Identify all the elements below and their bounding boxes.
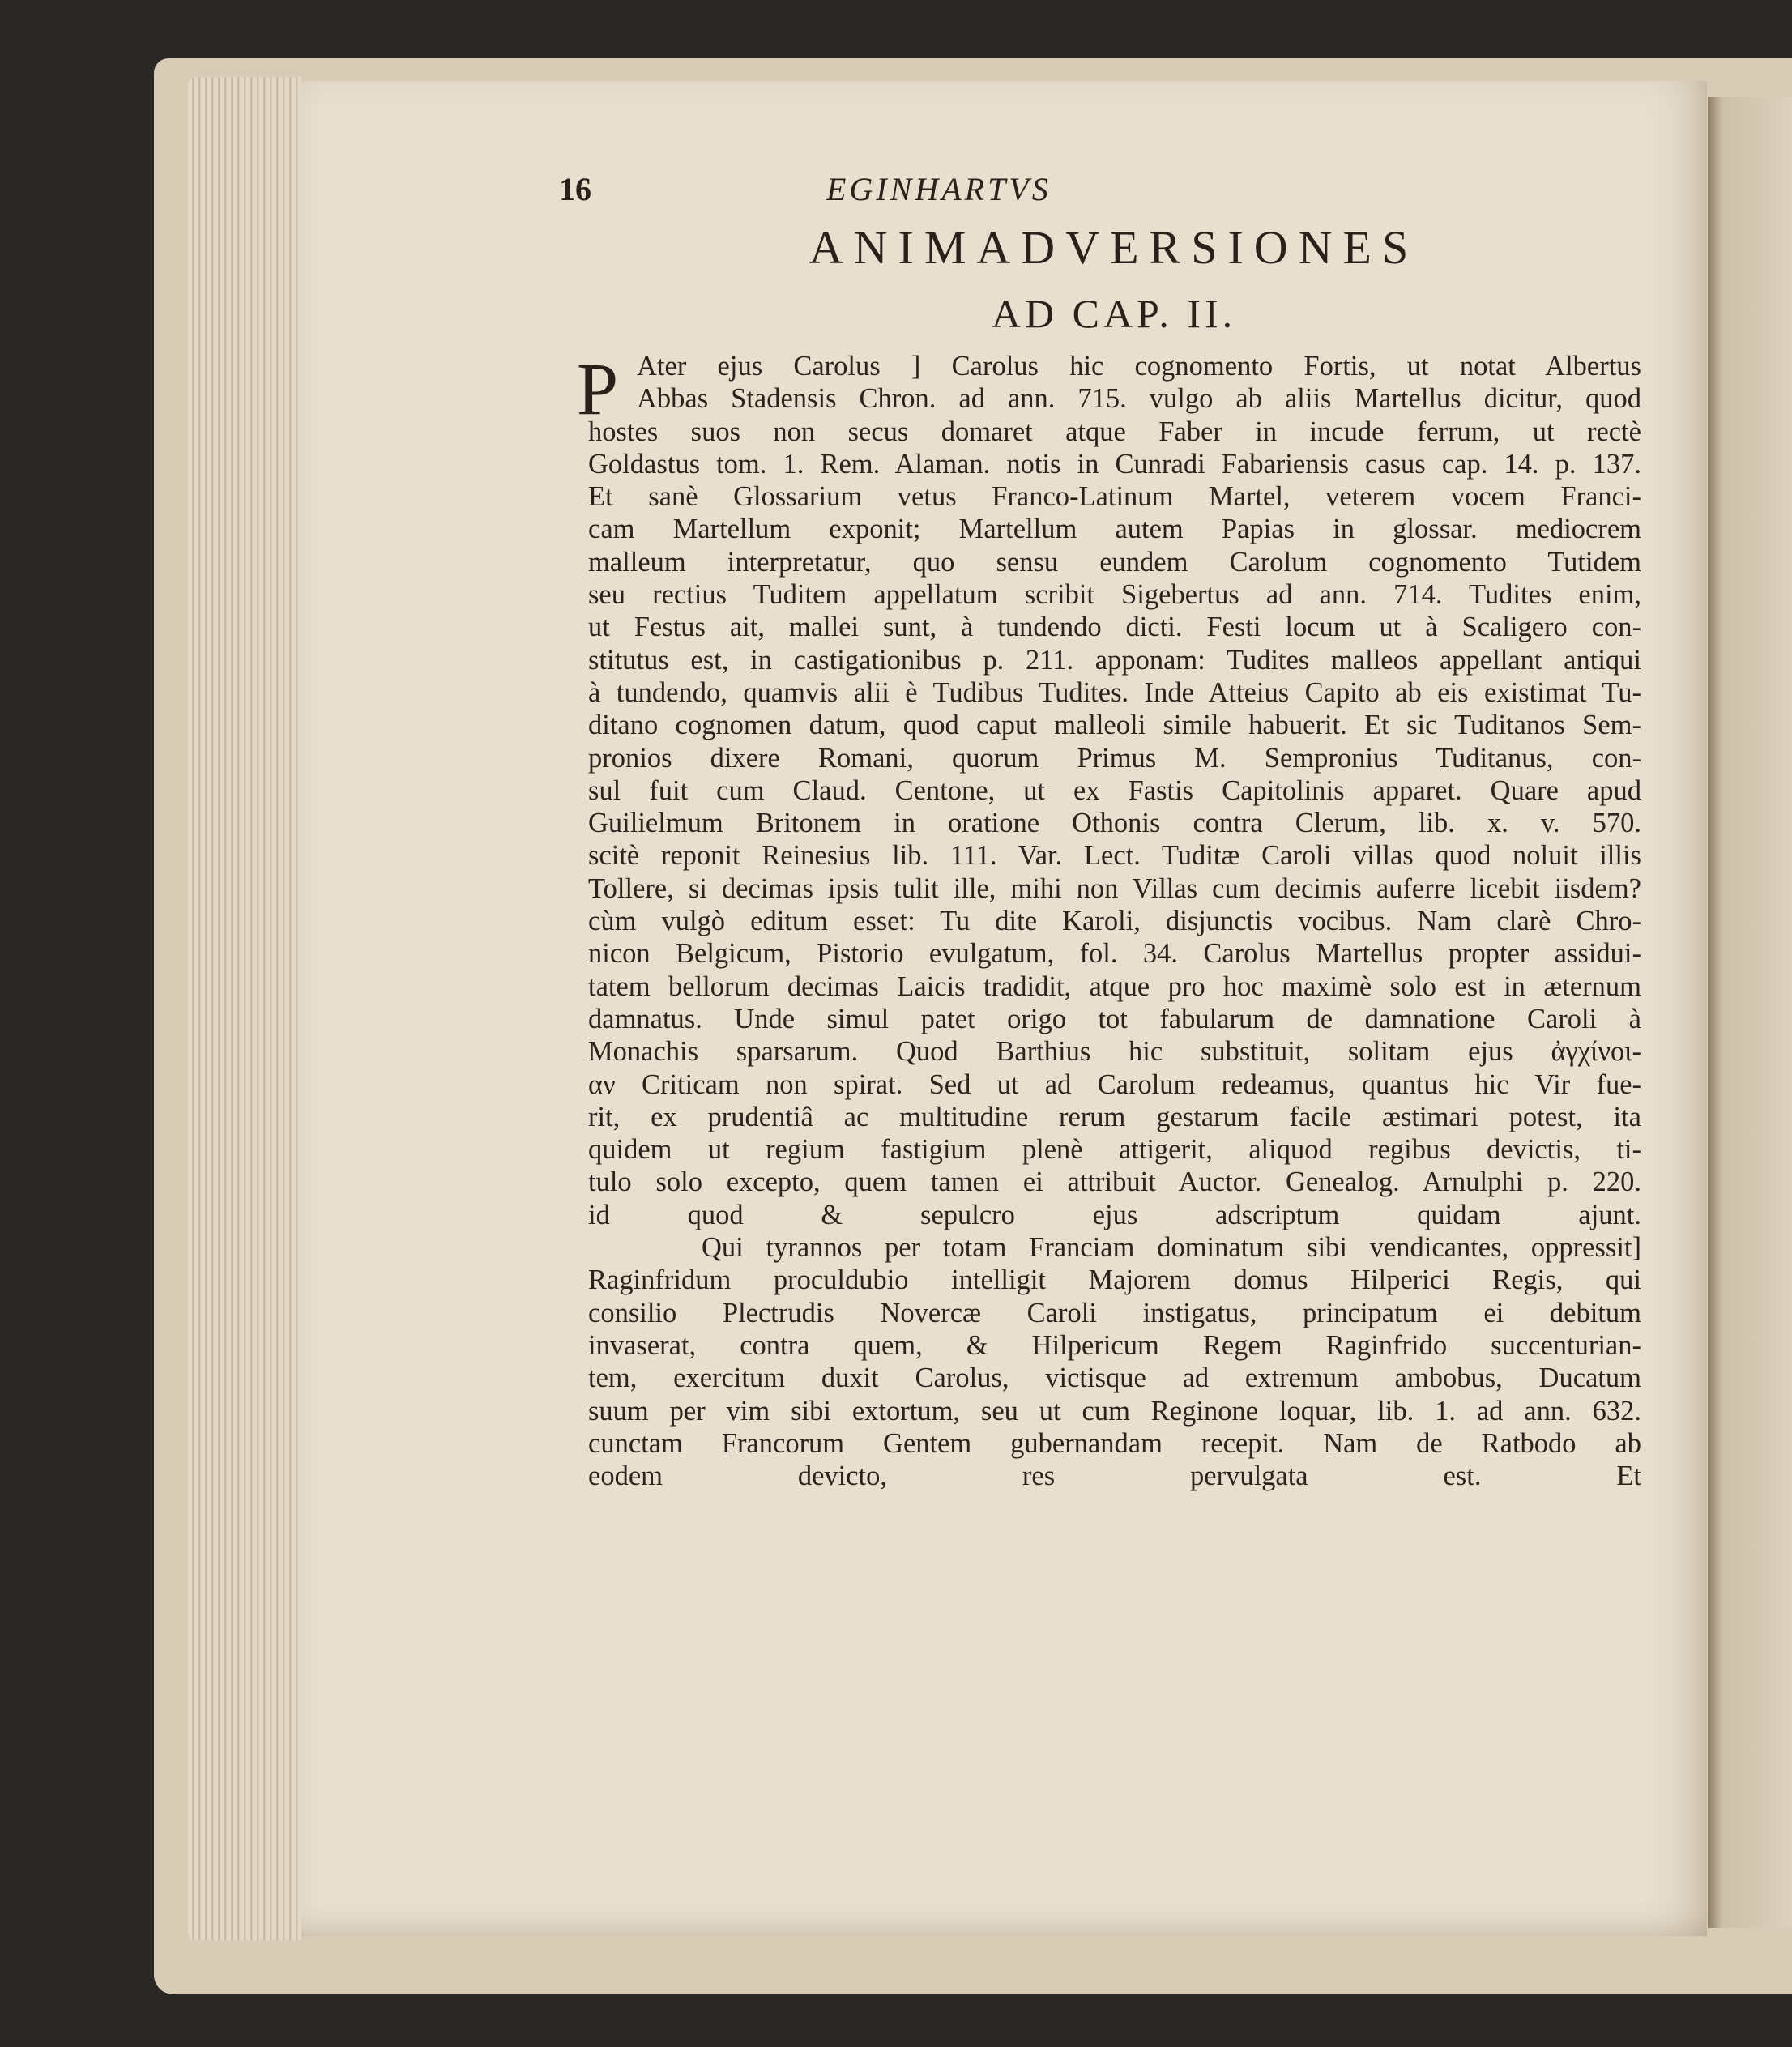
text-line: hostes suos non secus domaret atque Faber in incude ferrum, ut rectè <box>588 416 1641 447</box>
paragraph-1 <box>588 350 1641 1231</box>
text-line: Qui tyrannos per totam Franciam dominatum sibi vendicantes, oppressit] <box>702 1232 1641 1264</box>
text-line: Raginfridum proculdubio intelligit Majorem domus Hilperici Regis, qui <box>588 1264 1641 1296</box>
facing-page-edge <box>1708 97 1792 1928</box>
text-line: Monachis sparsarum. Quod Barthius hic substituit, solitam ejus ἀγχίνοι- <box>588 1036 1641 1068</box>
text-line: scitè reponit Reinesius lib. 111. Var. Lect. Tuditæ Caroli villas quod noluit illis <box>588 840 1641 872</box>
text-line: Ater ejus Carolus ] Carolus hic cognomento Fortis, ut notat Albertus <box>637 351 1641 382</box>
text-line: nicon Belgicum, Pistorio evulgatum, fol. 34. Carolus Martellus propter assidui- <box>588 938 1641 970</box>
text-line: cùm vulgò editum esset: Tu dite Karoli, disjunctis vocibus. Nam clarè Chro- <box>588 906 1641 937</box>
section-subtitle: AD CAP. II. <box>991 291 1237 336</box>
text-line: malleum interpretatur, quo sensu eundem Carolum cognomento Tutidem <box>588 546 1641 578</box>
text-line: tatem bellorum decimas Laicis tradidit, atque pro hoc maximè solo est in æternum <box>588 970 1641 1002</box>
drop-cap: P <box>577 348 619 430</box>
page-header <box>559 170 1669 207</box>
text-line: seu rectius Tuditem appellatum scribit Sigebertus ad ann. 714. Tudites enim, <box>588 579 1641 611</box>
body-text <box>588 350 1641 1492</box>
text-line: cam Martellum exponit; Martellum autem Papias in glossar. mediocrem <box>588 514 1641 545</box>
text-line: damnatus. Unde simul patet origo tot fabularum de damnatione Caroli à <box>588 1003 1641 1034</box>
text-line: cunctam Francorum Gentem gubernandam recepit. Nam de Ratbodo ab <box>588 1427 1641 1459</box>
running-head: EGINHARTVS <box>826 171 1052 207</box>
text-line: stitutus est, in castigationibus p. 211. apponam: Tudites malleos appellant antiqui <box>588 644 1641 676</box>
text-line: eodem devicto, res pervulgata est. Et <box>588 1461 1641 1492</box>
text-line: consilio Plectrudis Novercæ Caroli instigatus, principatum ei debitum <box>588 1297 1641 1328</box>
text-line: Goldastus tom. 1. Rem. Alaman. notis in Cunradi Fabariensis casus cap. 14. p. 137. <box>588 448 1641 480</box>
text-line: à tundendo, quamvis alii è Tudibus Tudites. Inde Atteius Capito ab eis existimat Tu- <box>588 676 1641 708</box>
text-line: quidem ut regium fastigium plenè attigerit, aliquod regibus devictis, ti- <box>588 1134 1641 1166</box>
text-line: pronios dixere Romani, quorum Primus M. Sempronius Tuditanus, con- <box>588 742 1641 774</box>
page-number: 16 <box>559 171 591 207</box>
text-line: Guilielmum Britonem in oratione Othonis contra Clerum, lib. x. v. 570. <box>588 808 1641 839</box>
text-line: rit, ex prudentiâ ac multitudine rerum gestarum facile æstimari potest, ita <box>588 1101 1641 1132</box>
paragraph-2 <box>588 1231 1641 1492</box>
text-line: suum per vim sibi extortum, seu ut cum Reginone loquar, lib. 1. ad ann. 632. <box>588 1395 1641 1427</box>
text-line: tulo solo excepto, quem tamen ei attribuit Auctor. Genealog. Arnulphi p. 220. <box>588 1166 1641 1198</box>
page-edges <box>188 77 301 1940</box>
text-line: αν Criticam non spirat. Sed ut ad Carolum redeamus, quantus hic Vir fue- <box>588 1068 1641 1100</box>
text-line: Abbas Stadensis Chron. ad ann. 715. vulgo ab aliis Martellus dicitur, quod <box>637 383 1641 415</box>
section-title: ANIMADVERSIONES <box>809 221 1419 274</box>
text-line: ut Festus ait, mallei sunt, à tundendo dicti. Festi locum ut à Scaligero con- <box>588 612 1641 643</box>
text-line: sul fuit cum Claud. Centone, ut ex Fastis Capitolinis apparet. Quare apud <box>588 774 1641 806</box>
text-line: invaserat, contra quem, & Hilpericum Regem Raginfrido succenturian- <box>588 1329 1641 1361</box>
text-line: Tollere, si decimas ipsis tulit ille, mihi non Villas cum decimis auferre licebit iisdem? <box>588 872 1641 904</box>
text-line: ditano cognomen datum, quod caput malleoli simile habuerit. Et sic Tuditanos Sem- <box>588 710 1641 741</box>
text-line: id quod & sepulcro ejus adscriptum quidam ajunt. <box>588 1199 1641 1230</box>
text-line: Et sanè Glossarium vetus Franco-Latinum Martel, veterem vocem Franci- <box>588 481 1641 513</box>
text-line: tem, exercitum duxit Carolus, victisque ad extremum ambobus, Ducatum <box>588 1363 1641 1394</box>
